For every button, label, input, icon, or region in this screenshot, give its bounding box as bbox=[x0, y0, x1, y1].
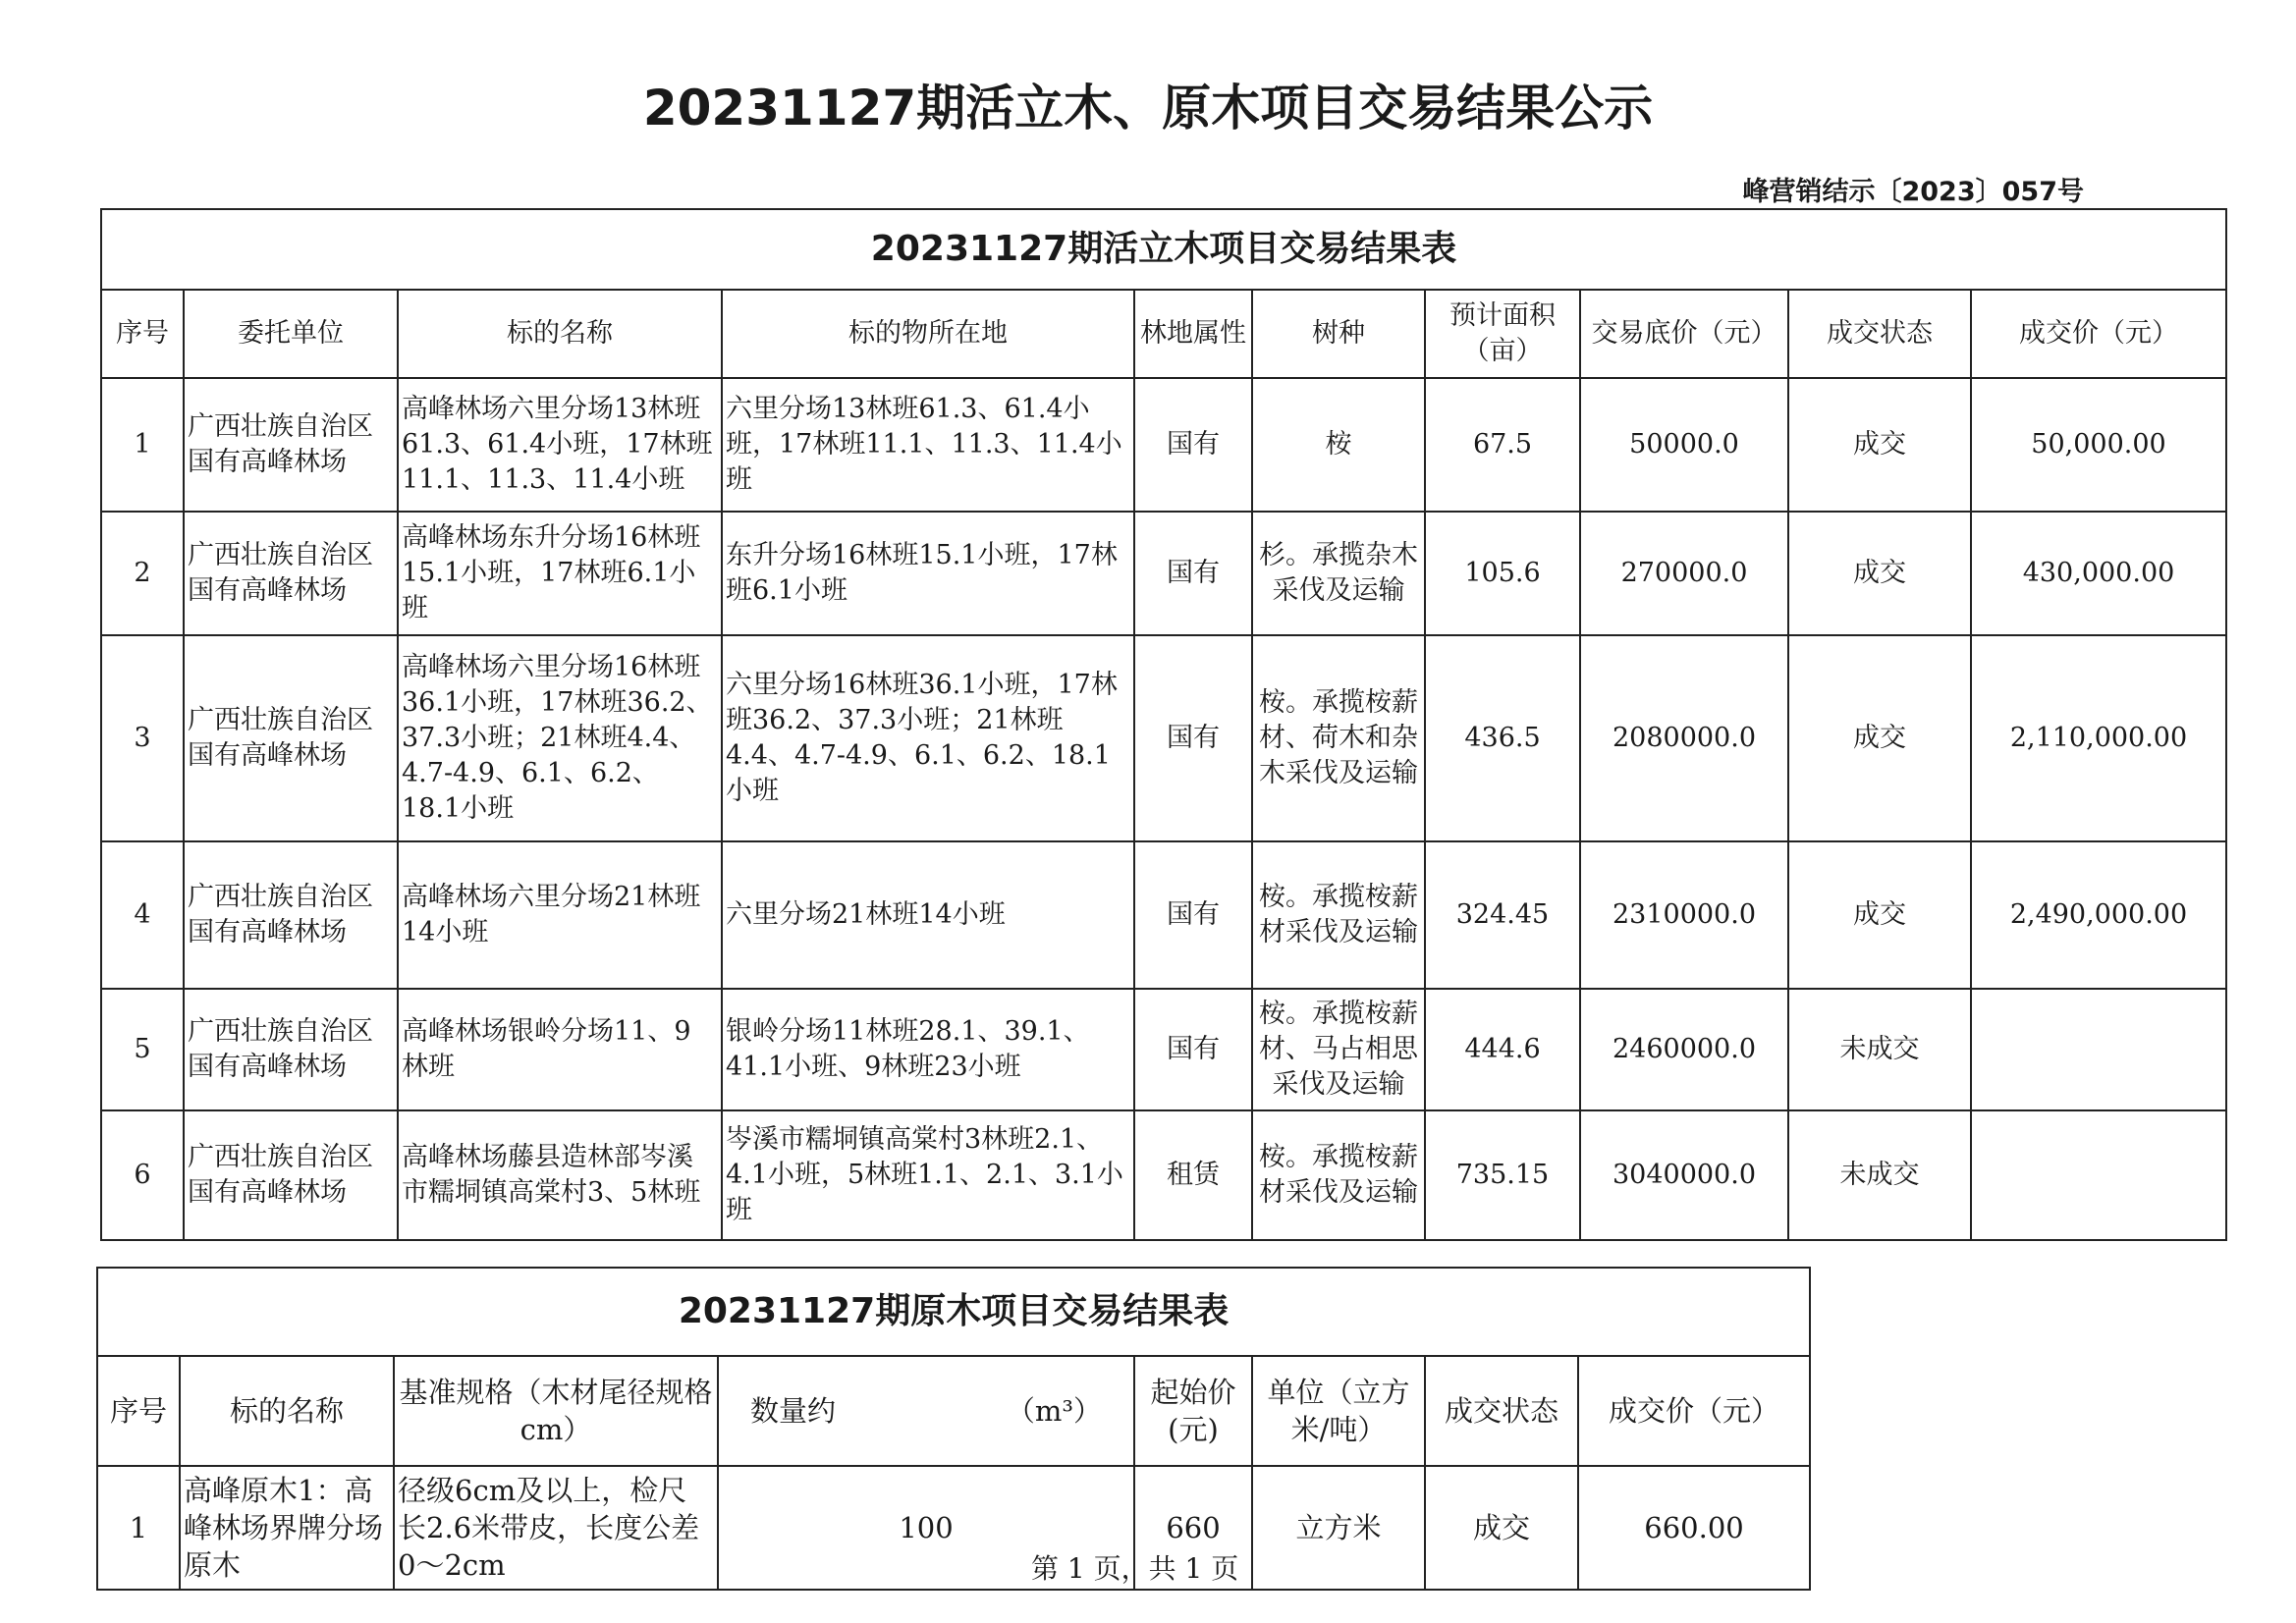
row-number: 5 bbox=[101, 989, 184, 1110]
header-cell: 序号 bbox=[97, 1356, 180, 1466]
header-cell: 成交状态 bbox=[1788, 290, 1971, 378]
base-price-cell: 2460000.0 bbox=[1580, 989, 1788, 1110]
table-row bbox=[101, 635, 2226, 841]
row-number: 1 bbox=[101, 378, 184, 512]
base-price-cell: 3040000.0 bbox=[1580, 1110, 1788, 1240]
client-cell: 广西壮族自治区国有高峰林场 bbox=[184, 635, 398, 841]
header-cell: 单位（立方米/吨） bbox=[1252, 1356, 1425, 1466]
base-price-cell: 50000.0 bbox=[1580, 378, 1788, 512]
land-attr-cell: 租赁 bbox=[1134, 1110, 1252, 1240]
area-cell: 324.45 bbox=[1425, 841, 1580, 989]
status-cell: 成交 bbox=[1425, 1466, 1578, 1590]
standing-table-caption: 20231127期活立木项目交易结果表 bbox=[101, 209, 2226, 290]
document-number: 峰营销结示〔2023〕057号 bbox=[1742, 177, 2084, 207]
location-cell: 银岭分场11林班28.1、39.1、41.1小班、9林班23小班 bbox=[722, 989, 1134, 1110]
area-cell: 105.6 bbox=[1425, 512, 1580, 635]
species-text: 桉。承揽桉薪材、马占相思采伐及运输 bbox=[1259, 999, 1418, 1100]
header-cell: 成交价（元） bbox=[1578, 1356, 1810, 1466]
item-name-cell: 高峰林场六里分场16林班36.1小班，17林班36.2、37.3小班；21林班4.4、4.7-4.9、6.1、6.2、18.1小班 bbox=[398, 635, 722, 841]
land-attr-cell: 国有 bbox=[1134, 841, 1252, 989]
table-row bbox=[97, 1466, 1810, 1590]
row-number: 4 bbox=[101, 841, 184, 989]
header-cell: 成交价（元） bbox=[1971, 290, 2226, 378]
deal-price-cell: 430,000.00 bbox=[1971, 512, 2226, 635]
log-table bbox=[96, 1267, 1811, 1591]
header-cell: 成交状态 bbox=[1425, 1356, 1578, 1466]
area-cell: 67.5 bbox=[1425, 378, 1580, 512]
status-cell: 未成交 bbox=[1788, 989, 1971, 1110]
log-table-header-row bbox=[97, 1356, 1810, 1466]
row-number: 2 bbox=[101, 512, 184, 635]
header-cell: 预计面积（亩） bbox=[1425, 290, 1580, 378]
client-cell: 广西壮族自治区国有高峰林场 bbox=[184, 989, 398, 1110]
client-cell: 广西壮族自治区国有高峰林场 bbox=[184, 378, 398, 512]
header-cell: 交易底价（元） bbox=[1580, 290, 1788, 378]
header-cell: 树种 bbox=[1252, 290, 1425, 378]
location-cell: 六里分场16林班36.1小班，17林班36.2、37.3小班；21林班4.4、4.7-4.9、6.1、6.2、18.1小班 bbox=[722, 635, 1134, 841]
species-cell: 桉。承揽桉薪材采伐及运输 bbox=[1252, 841, 1425, 989]
page-title: 20231127期活立木、原木项目交易结果公示 bbox=[642, 80, 1654, 136]
table-row bbox=[101, 989, 2226, 1110]
item-name-cell: 高峰林场银岭分场11、9林班 bbox=[398, 989, 722, 1110]
species-cell: 桉 bbox=[1252, 378, 1425, 512]
table-row bbox=[101, 1110, 2226, 1240]
species-cell bbox=[1252, 989, 1425, 1110]
species-cell: 桉。承揽桉薪材、荷木和杂木采伐及运输 bbox=[1252, 635, 1425, 841]
quantity-header bbox=[723, 1392, 1129, 1430]
header-cell: 标的名称 bbox=[180, 1356, 394, 1466]
standing-timber-table bbox=[100, 208, 2227, 1241]
status-cell: 未成交 bbox=[1788, 1110, 1971, 1240]
deal-price-cell: 2,110,000.00 bbox=[1971, 635, 2226, 841]
species-cell: 杉。承揽杂木采伐及运输 bbox=[1252, 512, 1425, 635]
item-name-cell: 高峰林场六里分场21林班14小班 bbox=[398, 841, 722, 989]
land-attr-cell: 国有 bbox=[1134, 512, 1252, 635]
deal-price-cell bbox=[1971, 989, 2226, 1110]
header-cell: 序号 bbox=[101, 290, 184, 378]
header-cell: 标的名称 bbox=[398, 290, 722, 378]
header-cell: 标的物所在地 bbox=[722, 290, 1134, 378]
client-cell: 广西壮族自治区国有高峰林场 bbox=[184, 512, 398, 635]
header-cell: 林地属性 bbox=[1134, 290, 1252, 378]
unit-cell: 立方米 bbox=[1252, 1466, 1425, 1590]
item-name-cell: 高峰林场六里分场13林班61.3、61.4小班，17林班11.1、11.3、11.4小班 bbox=[398, 378, 722, 512]
item-name-cell: 高峰林场藤县造林部岑溪市糯垌镇高棠村3、5林班 bbox=[398, 1110, 722, 1240]
base-price-cell: 270000.0 bbox=[1580, 512, 1788, 635]
land-attr-cell: 国有 bbox=[1134, 378, 1252, 512]
location-cell: 东升分场16林班15.1小班，17林班6.1小班 bbox=[722, 512, 1134, 635]
status-cell: 成交 bbox=[1788, 512, 1971, 635]
item-name-cell: 高峰原木1：高峰林场界牌分场原木 bbox=[180, 1466, 394, 1590]
client-cell: 广西壮族自治区国有高峰林场 bbox=[184, 1110, 398, 1240]
deal-price-cell: 50,000.00 bbox=[1971, 378, 2226, 512]
deal-price-cell bbox=[1971, 1110, 2226, 1240]
area-cell: 436.5 bbox=[1425, 635, 1580, 841]
page-footer: 第 1 页，共 1 页 bbox=[1031, 1552, 1239, 1585]
header-cell bbox=[718, 1356, 1134, 1466]
quantity-cell: 100 bbox=[718, 1466, 1134, 1590]
species-cell: 桉。承揽桉薪材采伐及运输 bbox=[1252, 1110, 1425, 1240]
log-table-caption: 20231127期原木项目交易结果表 bbox=[97, 1268, 1810, 1356]
status-cell: 成交 bbox=[1788, 378, 1971, 512]
deal-price-cell: 660.00 bbox=[1578, 1466, 1810, 1590]
row-number: 6 bbox=[101, 1110, 184, 1240]
spec-cell: 径级6cm及以上，检尺长2.6米带皮，长度公差0～2cm bbox=[394, 1466, 718, 1590]
location-cell: 六里分场13林班61.3、61.4小班，17林班11.1、11.3、11.4小班 bbox=[722, 378, 1134, 512]
quantity-unit: （m³） bbox=[1006, 1394, 1102, 1428]
base-price-cell: 2080000.0 bbox=[1580, 635, 1788, 841]
table-row bbox=[101, 841, 2226, 989]
standing-table-header-row bbox=[101, 290, 2226, 378]
location-cell: 岑溪市糯垌镇高棠村3林班2.1、4.1小班，5林班1.1、2.1、3.1小班 bbox=[722, 1110, 1134, 1240]
land-attr-cell: 国有 bbox=[1134, 989, 1252, 1110]
base-price-cell: 2310000.0 bbox=[1580, 841, 1788, 989]
table-row bbox=[101, 512, 2226, 635]
quantity-label: 数量约 bbox=[750, 1394, 837, 1428]
start-price-cell: 660 bbox=[1134, 1466, 1252, 1590]
row-number: 3 bbox=[101, 635, 184, 841]
table-row bbox=[101, 378, 2226, 512]
row-number: 1 bbox=[97, 1466, 180, 1590]
header-cell: 起始价(元) bbox=[1134, 1356, 1252, 1466]
area-cell: 735.15 bbox=[1425, 1110, 1580, 1240]
status-cell: 成交 bbox=[1788, 635, 1971, 841]
location-cell: 六里分场21林班14小班 bbox=[722, 841, 1134, 989]
area-cell: 444.6 bbox=[1425, 989, 1580, 1110]
deal-price-cell: 2,490,000.00 bbox=[1971, 841, 2226, 989]
header-cell: 委托单位 bbox=[184, 290, 398, 378]
land-attr-cell: 国有 bbox=[1134, 635, 1252, 841]
status-cell: 成交 bbox=[1788, 841, 1971, 989]
item-name-cell: 高峰林场东升分场16林班15.1小班，17林班6.1小班 bbox=[398, 512, 722, 635]
header-cell: 基准规格（木材尾径规格cm） bbox=[394, 1356, 718, 1466]
client-cell: 广西壮族自治区国有高峰林场 bbox=[184, 841, 398, 989]
